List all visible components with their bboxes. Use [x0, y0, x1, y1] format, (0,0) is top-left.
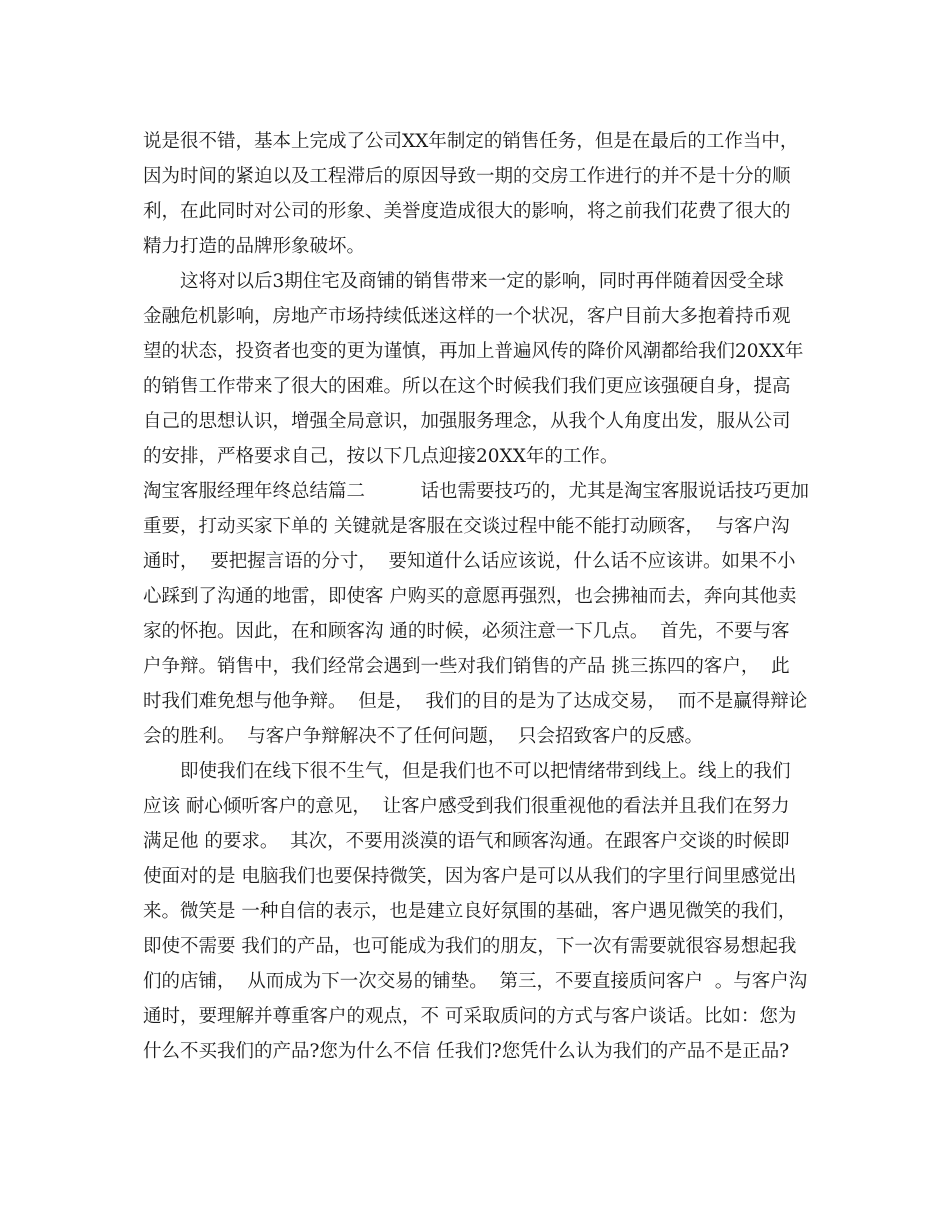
text-line: 自己的思想认识，增强全局意识，加强服务理念，从我个人角度出发，服从公司	[143, 411, 791, 432]
text-line: 户争辩。销售中，我们经常会遇到一些对我们销售的产品 挑三拣四的客户， 此	[143, 656, 790, 677]
text-line: 的销售工作带来了很大的困难。所以在这个时候我们我们更应该强硬自身，提高	[143, 376, 791, 397]
text-line: 心踩到了沟通的地雷，即使客 户购买的意愿再强烈，也会拂袖而去，奔向其他卖	[143, 586, 797, 607]
text-line: 通时， 要把握言语的分寸， 要知道什么话应该说，什么话不应该讲。如果不小	[143, 551, 796, 572]
text-line: 使面对的是 电脑我们也要保持微笑，因为客户是可以从我们的字里行间里感觉出	[143, 866, 797, 887]
text-line: 满足他 的要求。 其次，不要用淡漠的语气和顾客沟通。在跟客户交谈的时候即	[143, 831, 790, 852]
text-line: 精力打造的品牌形象破坏。	[143, 236, 366, 257]
text-line: 通时，要理解并尊重客户的观点，不 可采取质问的方式与客户谈话。比如：您为	[143, 1006, 797, 1027]
text-line: 来。微笑是 一种自信的表示，也是建立良好氛围的基础，客户遇见微笑的我们，	[143, 901, 797, 922]
text-line: 重要，打动买家下单的 关键就是客服在交谈过程中能不能打动顾客， 与客户沟	[143, 516, 790, 537]
text-line: 会的胜利。 与客户争辩解决不了任何问题， 只会招致客户的反感。	[143, 726, 704, 747]
text-line: 利，在此同时对公司的形象、美誉度造成很大的影响，将之前我们花费了很大的	[143, 201, 791, 222]
text-line: 因为时间的紧迫以及工程滞后的原因导致一期的交房工作进行的并不是十分的顺	[143, 166, 791, 187]
text-line: 即使不需要 我们的产品，也可能成为我们的朋友，下一次有需要就很容易想起我	[143, 936, 797, 957]
text-line: 金融危机影响，房地产市场持续低迷这样的一个状况，客户目前大多抱着持币观	[143, 306, 791, 327]
section-heading-line: 淘宝客服经理年终总结篇二 话也需要技巧的，尤其是淘宝客服说话技巧更加	[143, 481, 810, 502]
text-line: 望的状态，投资者也变的更为谨慎，再加上普遍风传的降价风潮都给我们20XX年	[143, 341, 804, 362]
text-line: 们的店铺， 从而成为下一次交易的铺垫。 第三，不要直接质问客户 。与客户沟	[143, 971, 808, 992]
text-line: 家的怀抱。因此，在和顾客沟 通的时候，必须注意一下几点。 首先，不要与客	[143, 621, 790, 642]
text-line: 应该 耐心倾听客户的意见， 让客户感受到我们很重视他的看法并且我们在努力	[143, 796, 790, 817]
text-line: 什么不买我们的产品?您为什么不信 任我们?您凭什么认为我们的产品不是正品?	[143, 1041, 790, 1062]
text-line: 即使我们在线下很不生气，但是我们也不可以把情绪带到线上。线上的我们	[143, 761, 791, 782]
text-line: 这将对以后3期住宅及商铺的销售带来一定的影响，同时再伴随着因受全球	[143, 271, 784, 292]
text-line: 时我们难免想与他争辩。 但是， 我们的目的是为了达成交易， 而不是赢得辩论	[143, 691, 808, 712]
text-line: 的安排，严格要求自己，按以下几点迎接20XX年的工作。	[143, 446, 619, 467]
text-line: 说是很不错，基本上完成了公司XX年制定的销售任务，但是在最后的工作当中，	[143, 131, 799, 152]
